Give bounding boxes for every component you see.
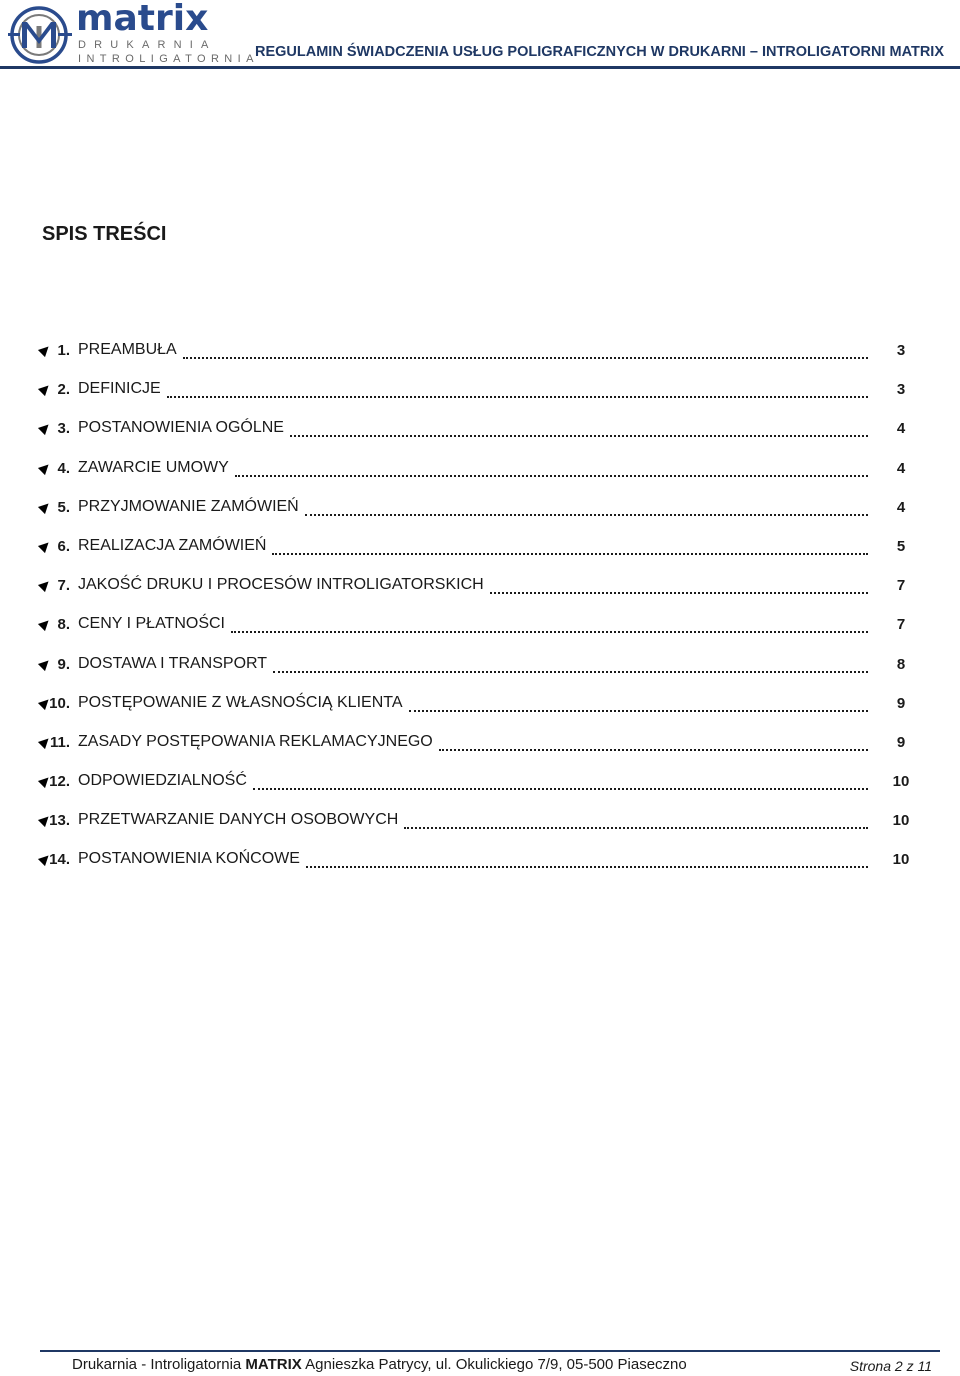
arrow-icon [38,500,52,514]
toc-item-number: 12. [49,773,70,791]
toc-item-number: 9. [57,655,70,673]
logo-wordmark: matrix [76,0,209,39]
toc-item-label: ODPOWIEDZIALNOŚĆ [78,772,247,790]
document-title: REGULAMIN ŚWIADCZENIA USŁUG POLIGRAFICZNYCH W DRUKARNI – INTROLIGATORNI MATRIX [255,44,944,60]
toc-item-number: 13. [49,812,70,830]
toc-item-number: 6. [57,537,70,555]
header-divider [0,66,960,69]
toc-item-page: 3 [896,381,906,399]
toc-item[interactable] [0,377,960,416]
toc-item-page: 5 [896,537,906,555]
toc-heading: SPIS TREŚCI [42,223,167,245]
arrow-icon [38,421,52,435]
toc-item-number: 8. [57,616,70,634]
arrow-icon [38,617,52,631]
toc-list [0,338,960,887]
toc-item-leader [235,473,868,477]
toc-item-page: 7 [896,616,906,634]
toc-item-label: CENY I PŁATNOŚCI [78,615,225,633]
toc-item[interactable] [0,769,960,808]
toc-item-number: 1. [57,342,70,359]
toc-item-label: DEFINICJE [78,380,161,398]
toc-item-page: 9 [896,733,906,751]
toc-item-page: 3 [896,342,906,359]
toc-item-page: 7 [896,577,906,595]
toc-item-label: POSTĘPOWANIE Z WŁASNOŚCIĄ KLIENTA [78,693,403,711]
toc-item-label: PRZYJMOWANIE ZAMÓWIEŃ [78,497,299,515]
toc-item-label: PREAMBUŁA [78,341,177,358]
toc-item-label: JAKOŚĆ DRUKU I PROCESÓW INTROLIGATORSKICH [78,576,484,594]
arrow-icon [38,539,52,553]
toc-item-leader [231,629,868,633]
footer-divider [40,1350,940,1352]
toc-item-page: 10 [892,773,910,791]
toc-item-page: 8 [896,655,906,673]
arrow-icon [38,460,52,474]
toc-item[interactable] [0,612,960,651]
toc-item[interactable] [0,573,960,612]
arrow-icon [38,656,52,670]
arrow-icon [38,382,52,396]
toc-item-leader [253,786,868,790]
toc-item[interactable] [0,416,960,455]
toc-item-leader [273,669,868,673]
toc-item-leader [272,551,868,555]
toc-item-leader [305,512,868,516]
toc-item-leader [290,433,868,437]
toc-item[interactable] [0,534,960,573]
toc-item-label: ZAWARCIE UMOWY [78,458,229,476]
footer-prefix: Drukarnia - Introligatornia [72,1356,246,1373]
footer-address [72,1356,687,1373]
toc-item[interactable] [0,808,960,847]
toc-item-page: 9 [896,694,906,712]
toc-item-leader [490,590,868,594]
toc-item-number: 10. [49,694,70,712]
toc-item-label: ZASADY POSTĘPOWANIA REKLAMACYJNEGO [78,732,433,750]
toc-item-leader [167,394,868,398]
toc-item-label: POSTANOWIENIA OGÓLNE [78,419,284,437]
toc-item-label: PRZETWARZANIE DANYCH OSOBOWYCH [78,811,399,829]
toc-item-number: 11. [49,733,70,751]
toc-item-number: 4. [57,459,70,477]
matrix-logo [8,0,259,66]
footer-page-number: Strona 2 z 11 [849,1358,932,1374]
toc-item-label: DOSTAWA I TRANSPORT [78,654,268,672]
footer-suffix: Agnieszka Patrycy, ul. Okulickiego 7/9, 05-500 Piaseczno [301,1356,687,1373]
toc-item[interactable] [0,652,960,691]
matrix-logo-mark-icon [8,4,72,66]
toc-item[interactable] [0,338,960,377]
toc-item[interactable] [0,691,960,730]
toc-item-leader [404,825,868,829]
toc-item-page: 4 [896,420,906,438]
toc-item-label: REALIZACJA ZAMÓWIEŃ [78,536,267,554]
toc-item-page: 4 [896,498,906,516]
toc-item[interactable] [0,847,960,886]
toc-item-page: 10 [892,851,910,869]
toc-item-leader [183,355,868,359]
toc-item-leader [306,864,868,868]
footer-brand: MATRIX [245,1356,302,1373]
toc-item-label: POSTANOWIENIA KOŃCOWE [78,850,300,868]
toc-item[interactable] [0,730,960,769]
toc-item[interactable] [0,495,960,534]
page-header [0,0,960,70]
toc-item-number: 14. [49,851,70,869]
arrow-icon [38,578,52,592]
arrow-icon [38,343,52,357]
toc-item-leader [409,708,868,712]
toc-item[interactable] [0,456,960,495]
logo-subtitle-introligatornia: INTROLIGATORNIA [78,53,259,65]
logo-subtitle-drukarnia: DRUKARNIA [78,39,217,51]
toc-item-page: 10 [892,812,910,830]
toc-item-page: 4 [896,459,906,477]
toc-item-number: 5. [57,498,70,516]
toc-item-number: 7. [57,577,70,595]
toc-item-leader [439,747,868,751]
toc-item-number: 3. [57,420,70,438]
toc-item-number: 2. [57,381,70,399]
